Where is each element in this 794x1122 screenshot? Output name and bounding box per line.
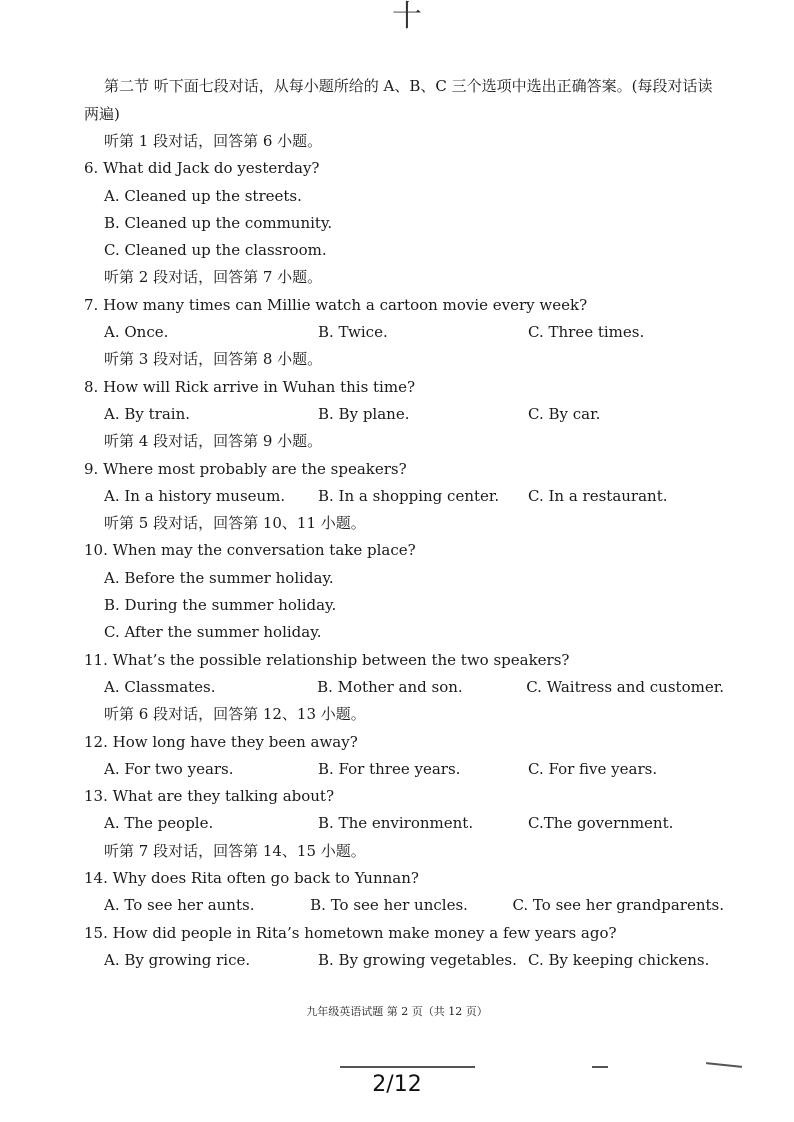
answer-option: B. Cleaned up the community. bbox=[104, 213, 333, 232]
answer-option: B. During the summer holiday. bbox=[104, 596, 337, 615]
page-footer: 九年级英语试题 第 2 页（共 12 页） bbox=[306, 1005, 488, 1018]
question-list bbox=[84, 128, 724, 974]
question-text: 9. Where most probably are the speakers? bbox=[84, 459, 407, 478]
page-number: 2/12 bbox=[372, 1072, 422, 1097]
answer-option-b: B. By growing vegetables. bbox=[318, 950, 517, 969]
answer-options-row bbox=[84, 892, 724, 919]
answer-option-c: C. To see her grandparents. bbox=[512, 896, 724, 915]
answer-option-a: A. By growing rice. bbox=[104, 950, 251, 969]
answer-option: C. Cleaned up the classroom. bbox=[104, 241, 327, 260]
answer-option-c: C. Three times. bbox=[528, 323, 645, 342]
answer-option-a: A. To see her aunts. bbox=[104, 896, 255, 915]
scan-artifact-line bbox=[706, 1062, 742, 1068]
answer-options-row bbox=[84, 810, 724, 837]
question-text: 11. What’s the possible relationship between the two speakers? bbox=[84, 650, 570, 669]
question-text: 15. How did people in Rita’s hometown make money a few years ago? bbox=[84, 923, 617, 942]
answer-option-c: C. By car. bbox=[528, 404, 601, 423]
answer-option-b: B. In a shopping center. bbox=[318, 486, 500, 505]
answer-option-b: B. By plane. bbox=[318, 404, 410, 423]
question-text: 13. What are they talking about? bbox=[84, 787, 334, 806]
answer-option-b: B. To see her uncles. bbox=[310, 896, 468, 915]
answer-option-c: C. In a restaurant. bbox=[528, 486, 668, 505]
answer-option-b: B. Mother and son. bbox=[317, 677, 463, 696]
question-text: 14. Why does Rita often go back to Yunnan? bbox=[84, 869, 419, 888]
dialogue-instruction: 听第 3 段对话，回答第 8 小题。 bbox=[104, 350, 323, 369]
answer-option-a: A. Once. bbox=[104, 323, 169, 342]
scan-artifact-line bbox=[592, 1066, 608, 1068]
answer-option-a: A. Classmates. bbox=[104, 677, 216, 696]
dialogue-instruction: 听第 6 段对话，回答第 12、13 小题。 bbox=[104, 705, 366, 724]
answer-option-b: B. For three years. bbox=[318, 759, 461, 778]
dialogue-instruction: 听第 2 段对话，回答第 7 小题。 bbox=[104, 268, 323, 287]
binding-cross-mark: 十 bbox=[392, 0, 422, 34]
answer-option-c: C. For five years. bbox=[528, 759, 658, 778]
question-text: 8. How will Rick arrive in Wuhan this time? bbox=[84, 377, 415, 396]
answer-options-row bbox=[84, 674, 724, 701]
dialogue-instruction: 听第 7 段对话，回答第 14、15 小题。 bbox=[104, 841, 366, 860]
answer-option-a: A. In a history museum. bbox=[104, 486, 286, 505]
answer-option-c: C. Waitress and customer. bbox=[526, 677, 724, 696]
question-text: 10. When may the conversation take place? bbox=[84, 541, 416, 560]
answer-option: A. Cleaned up the streets. bbox=[104, 186, 302, 205]
answer-option-b: B. The environment. bbox=[318, 814, 474, 833]
answer-option-b: B. Twice. bbox=[318, 323, 388, 342]
question-text: 12. How long have they been away? bbox=[84, 732, 358, 751]
answer-options-row bbox=[84, 319, 724, 346]
answer-option-a: A. For two years. bbox=[104, 759, 234, 778]
answer-option-a: A. The people. bbox=[104, 814, 214, 833]
section-intro: 第二节 听下面七段对话，从每小题所给的 A、B、C 三个选项中选出正确答案。(每段对话读两遍) bbox=[84, 77, 713, 123]
dialogue-instruction: 听第 4 段对话，回答第 9 小题。 bbox=[104, 432, 323, 451]
question-text: 7. How many times can Millie watch a cartoon movie every week? bbox=[84, 295, 588, 314]
answer-option: C. After the summer holiday. bbox=[104, 623, 322, 642]
answer-options-row bbox=[84, 756, 724, 783]
dialogue-instruction: 听第 1 段对话，回答第 6 小题。 bbox=[104, 132, 323, 150]
answer-options-row bbox=[84, 401, 724, 428]
answer-option-c: C. By keeping chickens. bbox=[528, 950, 710, 969]
answer-option-a: A. By train. bbox=[104, 404, 191, 423]
answer-option-c: C.The government. bbox=[528, 814, 674, 833]
answer-option: A. Before the summer holiday. bbox=[104, 568, 334, 587]
answer-options-row bbox=[84, 483, 724, 510]
question-text: 6. What did Jack do yesterday? bbox=[84, 159, 320, 178]
scan-artifact-line bbox=[340, 1066, 475, 1068]
dialogue-instruction: 听第 5 段对话，回答第 10、11 小题。 bbox=[104, 514, 366, 533]
answer-options-row bbox=[84, 947, 724, 974]
